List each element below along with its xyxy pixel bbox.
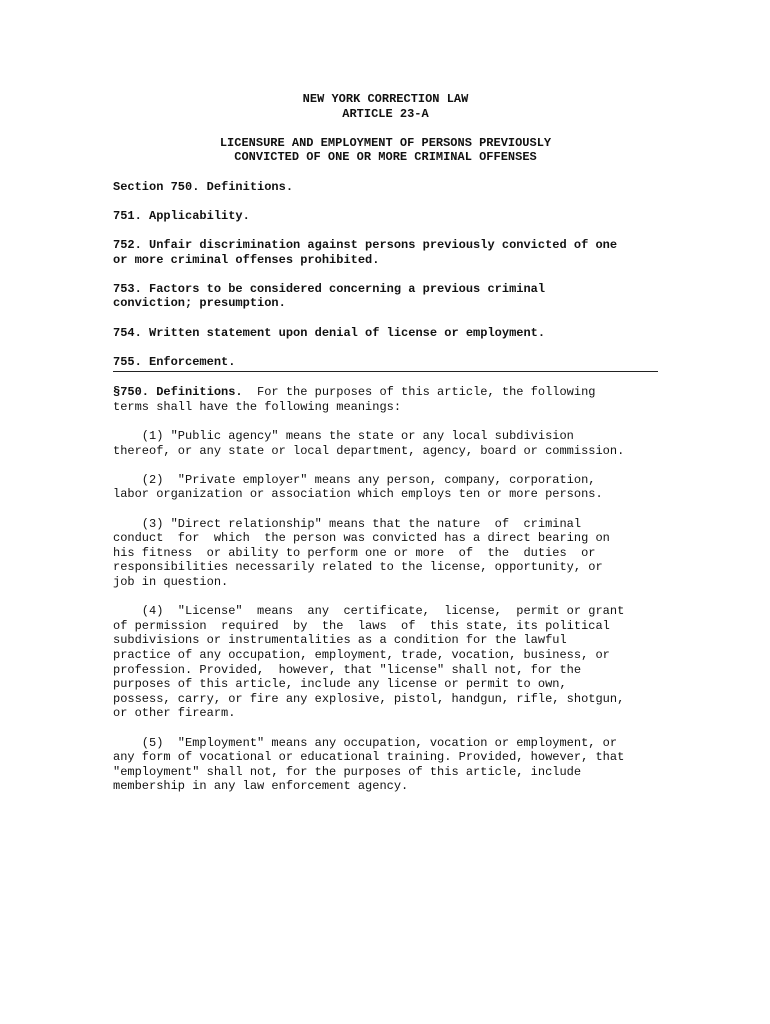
toc-item: 752. Unfair discrimination against persons previously convicted of one or more criminal offenses prohibited. (113, 237, 618, 267)
article-subtitle: LICENSURE AND EMPLOYMENT OF PERSONS PREVIOUSLY CONVICTED OF ONE OR MORE CRIMINAL OFFENSES (219, 135, 552, 165)
toc-item: 753. Factors to be considered concerning a previous criminal conviction; presumption. (113, 281, 546, 311)
toc-item: 755. Enforcement. (113, 354, 236, 369)
section-intro-text: For the purposes of this article, the following terms shall have the following meanings: (113, 385, 596, 414)
definition-paragraph: (5) "Employment" means any occupation, vocation or employment, or any form of vocational or educational training. Provided, however, that "employment" shall not, for the purposes of this article, include membership in any law enforcement agency. (113, 735, 625, 794)
definition-paragraph: (1) "Public agency" means the state or any local subdivision thereof, or any state or local department, agency, board or commission. (113, 429, 625, 458)
document-page (113, 92, 658, 809)
toc-item: 751. Applicability. (113, 208, 250, 223)
definition-paragraph: (4) "License" means any certificate, license, permit or grant of permission required by the laws of this state, its political subdivisions or instrumentalities as a condition for the lawful practice of any occupation, employment, trade, vocation, business, or profession. Provided, however, that "license" shall not, for the purposes of this article, include any license or permit to own, possess, carry, or fire any explosive, pistol, handgun, rifle, shotgun, or other firearm. (113, 604, 625, 721)
section-divider (113, 371, 658, 372)
toc-item: Section 750. Definitions. (113, 179, 294, 194)
document-title: NEW YORK CORRECTION LAW ARTICLE 23-A (302, 92, 469, 121)
toc-item: 754. Written statement upon denial of license or employment. (113, 325, 546, 340)
definition-paragraph: (3) "Direct relationship" means that the nature of criminal conduct for which the person was convicted has a direct bearing on his fitness or ability to perform one or more of the duties or responsibilities necessarily related to the license, opportunity, or job in question. (113, 516, 610, 589)
table-of-contents (113, 180, 658, 370)
definition-paragraph: (2) "Private employer" means any person, company, corporation, labor organization or association which employs ten or more persons. (113, 472, 603, 502)
section-heading: §750. Definitions. (113, 385, 243, 400)
section-intro (113, 385, 658, 414)
